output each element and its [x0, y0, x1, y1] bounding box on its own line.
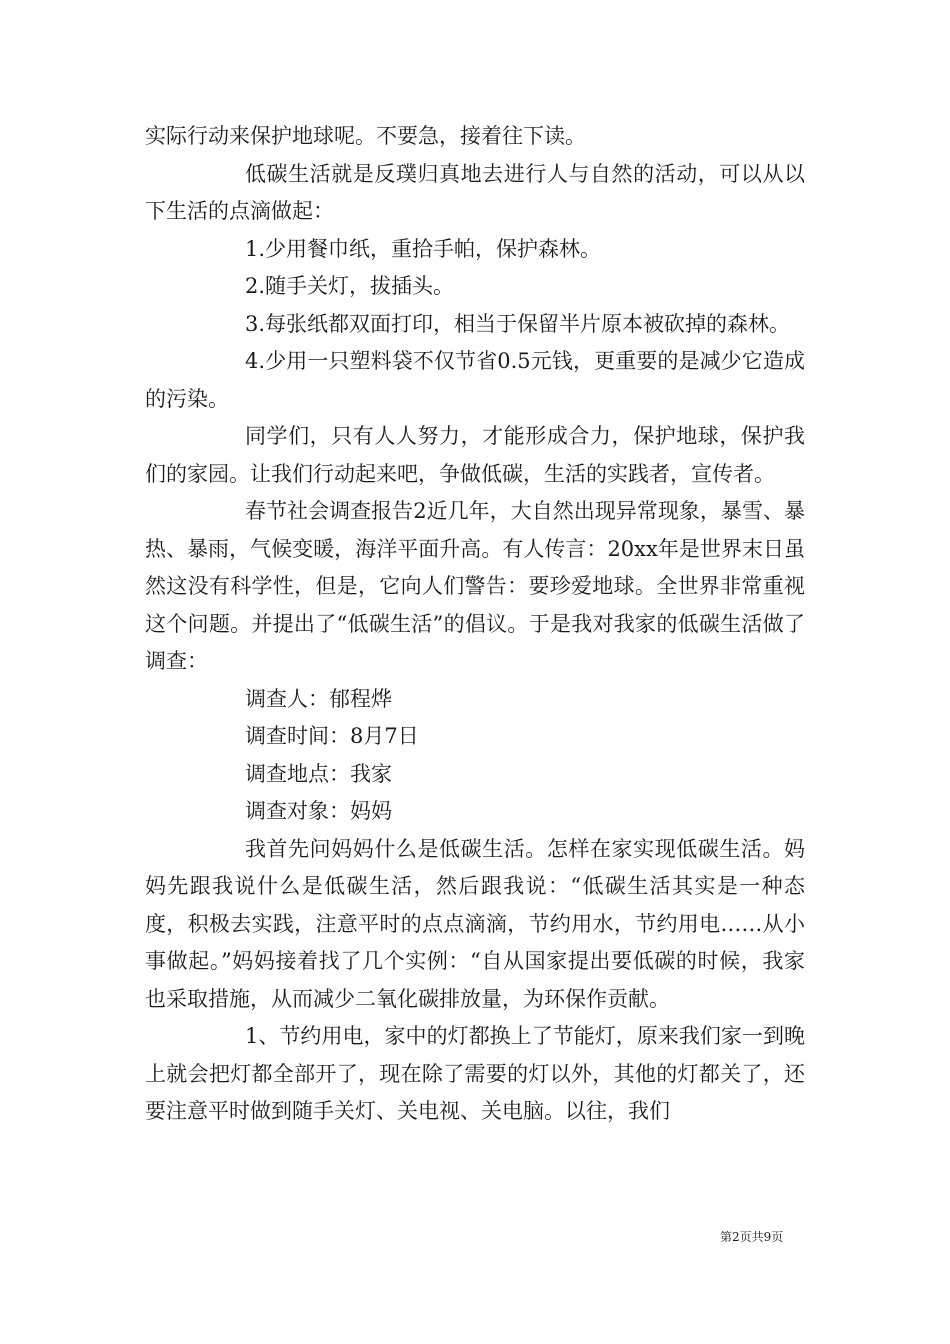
paragraph-low-carbon-intro: 低碳生活就是反璞归真地去进行人与自然的活动，可以从以下生活的点滴做起： — [145, 161, 805, 223]
list-item-3: 3.每张纸都双面打印，相当于保留半片原本被砍掉的森林。 — [245, 311, 791, 336]
list-item-1: 1.少用餐巾纸，重拾手帕，保护森林。 — [245, 236, 602, 261]
list-item-2: 2.随手关灯，拔插头。 — [245, 274, 455, 298]
survey-investigator: 调查人：郁程烨 — [245, 686, 392, 711]
list-item-4: 4.少用一只塑料袋不仅节省0.5元钱，更重要的是减少它造成的污染。 — [145, 349, 805, 411]
survey-subject: 调查对象：妈妈 — [245, 799, 392, 823]
paragraph-continuation: 实际行动来保护地球呢。不要急，接着往下读。 — [145, 124, 586, 148]
paragraph-report-intro: 春节社会调查报告2近几年，大自然出现异常现象，暴雪、暴热、暴雨，气候变暖，海洋平面升高。有人传言：20xx年是世界末日虽然这没有科学性，但是，它向人们警告：要珍爱地球。全世界非常重视这个问题。并提出了“低碳生活”的倡议。于是我对我家的低碳生活做了调查： — [145, 499, 805, 673]
paragraph-save-electricity: 1、节约用电，家中的灯都换上了节能灯，原来我们家一到晚上就会把灯都全部开了，现在除了需要的灯以外，其他的灯都关了，还要注意平时做到随手关灯、关电视、关电脑。以往，我们 — [145, 1024, 805, 1123]
survey-date: 调查时间：8月7日 — [245, 724, 419, 748]
document-body — [145, 118, 805, 1131]
survey-location: 调查地点：我家 — [245, 761, 392, 786]
page-number-footer: 第2页共9页 — [720, 1230, 784, 1244]
paragraph-call-to-action: 同学们，只有人人努力，才能形成合力，保护地球，保护我们的家园。让我们行动起来吧，争做低碳，生活的实践者，宣传者。 — [145, 424, 805, 486]
paragraph-interview: 我首先问妈妈什么是低碳生活。怎样在家实现低碳生活。妈妈先跟我说什么是低碳生活，然后跟我说：“低碳生活其实是一种态度，积极去实践，注意平时的点点滴滴，节约用水，节约用电……从小事做起。”妈妈接着找了几个实例：“自从国家提出要低碳的时候，我家也采取措施，从而减少二氧化碳排放量，为环保作贡献。 — [145, 836, 805, 1011]
